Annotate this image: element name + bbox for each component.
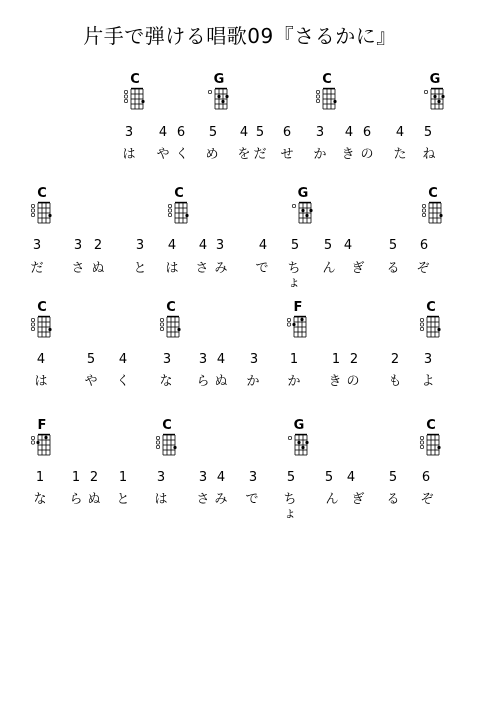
finger-dot bbox=[305, 214, 308, 217]
chord-C bbox=[414, 300, 448, 344]
chord-G bbox=[282, 418, 316, 462]
note-number: 4 bbox=[343, 238, 353, 253]
lyric-syllable: か bbox=[287, 374, 301, 389]
lyric-syllable: か bbox=[246, 374, 260, 389]
chord-name: G bbox=[213, 72, 225, 87]
note-number: 4 bbox=[216, 352, 226, 367]
chord-nut bbox=[294, 316, 306, 318]
note-number: 5 bbox=[290, 238, 300, 253]
open-string-marker bbox=[160, 327, 163, 330]
chord-diagram-icon bbox=[310, 87, 344, 115]
open-string-marker bbox=[160, 318, 163, 321]
lyric-syllable: の bbox=[346, 374, 360, 389]
lyric-syllable: さ bbox=[71, 261, 85, 276]
open-string-marker bbox=[31, 204, 34, 207]
lyric-syllable: で bbox=[255, 261, 269, 276]
chord-nut bbox=[323, 88, 335, 90]
chord-diagram-icon bbox=[154, 315, 188, 343]
note-number: 1 bbox=[71, 470, 81, 485]
lyric-syllable: は bbox=[34, 374, 48, 389]
finger-dot bbox=[437, 446, 440, 449]
chord-nut bbox=[299, 202, 311, 204]
chord-name: G bbox=[293, 418, 305, 433]
chord-nut bbox=[38, 316, 50, 318]
note-number: 5 bbox=[423, 125, 433, 140]
open-string-marker bbox=[420, 445, 423, 448]
lyric-syllable: み bbox=[214, 492, 228, 507]
chord-G bbox=[286, 186, 320, 230]
chord-diagram-icon bbox=[282, 433, 316, 461]
lyric-syllable: や bbox=[156, 147, 170, 162]
chord-name: C bbox=[37, 300, 47, 315]
open-string-marker bbox=[31, 436, 34, 439]
chord-name: F bbox=[293, 300, 303, 315]
chord-name: C bbox=[426, 418, 436, 433]
lyric-syllable: く bbox=[116, 374, 130, 389]
chord-nut bbox=[215, 88, 227, 90]
note-number: 5 bbox=[388, 238, 398, 253]
note-number: 4 bbox=[239, 125, 249, 140]
lyric-syllable: な bbox=[159, 374, 173, 389]
note-number: 4 bbox=[167, 238, 177, 253]
lyric-syllable: ちょ bbox=[283, 492, 297, 521]
note-number: 6 bbox=[176, 125, 186, 140]
lyric-syllable: な bbox=[33, 492, 47, 507]
lyric-syllable: さ bbox=[196, 492, 210, 507]
note-number: 4 bbox=[198, 238, 208, 253]
note-number: 1 bbox=[118, 470, 128, 485]
note-number: 1 bbox=[35, 470, 45, 485]
finger-dot bbox=[333, 100, 336, 103]
finger-dot bbox=[433, 95, 436, 98]
chord-name: C bbox=[426, 300, 436, 315]
note-number: 2 bbox=[349, 352, 359, 367]
note-number: 5 bbox=[323, 238, 333, 253]
chord-diagram-icon bbox=[150, 433, 184, 461]
lyric-syllable: ぬ bbox=[214, 374, 228, 389]
chord-nut bbox=[175, 202, 187, 204]
chord-nut bbox=[131, 88, 143, 90]
finger-dot bbox=[305, 441, 308, 444]
lyric-syllable: は bbox=[122, 147, 136, 162]
open-string-marker bbox=[292, 204, 295, 207]
note-number: 6 bbox=[419, 238, 429, 253]
lyric-syllable: よ bbox=[421, 374, 435, 389]
open-string-marker bbox=[160, 323, 163, 326]
note-number: 6 bbox=[362, 125, 372, 140]
chord-C bbox=[25, 300, 59, 344]
lyric-syllable: く bbox=[175, 147, 189, 162]
lyric-syllable: る bbox=[386, 492, 400, 507]
open-string-marker bbox=[422, 209, 425, 212]
chord-diagram-icon bbox=[25, 433, 59, 461]
page-title: 片手で弾ける唱歌09『さるかに』 bbox=[83, 24, 397, 48]
finger-dot bbox=[439, 214, 442, 217]
lyric-syllable: ぞ bbox=[420, 492, 434, 507]
lyric-syllable: ん bbox=[325, 492, 339, 507]
note-number: 5 bbox=[324, 470, 334, 485]
chord-diagram-icon bbox=[118, 87, 152, 115]
chord-G bbox=[202, 72, 236, 116]
chord-nut bbox=[295, 434, 307, 436]
lyric-syllable: で bbox=[245, 492, 259, 507]
open-string-marker bbox=[31, 441, 34, 444]
open-string-marker bbox=[156, 441, 159, 444]
chord-name: C bbox=[37, 186, 47, 201]
finger-dot bbox=[292, 323, 295, 326]
finger-dot bbox=[48, 328, 51, 331]
lyric-syllable: の bbox=[360, 147, 374, 162]
open-string-marker bbox=[156, 445, 159, 448]
note-number: 3 bbox=[248, 470, 258, 485]
note-number: 4 bbox=[216, 470, 226, 485]
chord-nut bbox=[163, 434, 175, 436]
lyric-syllable: ぎ bbox=[351, 492, 365, 507]
finger-dot bbox=[301, 446, 304, 449]
note-number: 3 bbox=[315, 125, 325, 140]
open-string-marker bbox=[287, 318, 290, 321]
chord-diagram-icon bbox=[416, 201, 450, 229]
chord-G bbox=[418, 72, 452, 116]
lyric-syllable: ね bbox=[422, 147, 436, 162]
lyric-syllable: を bbox=[237, 147, 251, 162]
open-string-marker bbox=[208, 90, 211, 93]
lyric-syllable: ら bbox=[69, 492, 83, 507]
open-string-marker bbox=[316, 90, 319, 93]
chord-C bbox=[416, 186, 450, 230]
note-number: 5 bbox=[286, 470, 296, 485]
lyric-syllable: み bbox=[214, 261, 228, 276]
chord-diagram-icon bbox=[202, 87, 236, 115]
lyric-syllable: ぎ bbox=[351, 261, 365, 276]
note-number: 4 bbox=[346, 470, 356, 485]
lyric-syllable: ぬ bbox=[87, 492, 101, 507]
chord-diagram-icon bbox=[162, 201, 196, 229]
note-number: 3 bbox=[423, 352, 433, 367]
chord-diagram-icon bbox=[286, 201, 320, 229]
chord-nut bbox=[431, 88, 443, 90]
lyric-syllable: は bbox=[154, 492, 168, 507]
lyric-syllable: さ bbox=[195, 261, 209, 276]
open-string-marker bbox=[424, 90, 427, 93]
open-string-marker bbox=[316, 99, 319, 102]
note-number: 4 bbox=[158, 125, 168, 140]
lyric-syllable: か bbox=[313, 147, 327, 162]
chord-C bbox=[162, 186, 196, 230]
finger-dot bbox=[48, 214, 51, 217]
open-string-marker bbox=[31, 209, 34, 212]
chord-diagram-icon bbox=[418, 87, 452, 115]
finger-dot bbox=[441, 95, 444, 98]
lyric-syllable: と bbox=[116, 492, 130, 507]
note-number: 3 bbox=[135, 238, 145, 253]
lyric-syllable: る bbox=[386, 261, 400, 276]
open-string-marker bbox=[316, 95, 319, 98]
lyric-syllable: き bbox=[341, 147, 355, 162]
finger-dot bbox=[36, 441, 39, 444]
chord-name: C bbox=[166, 300, 176, 315]
note-number: 2 bbox=[93, 238, 103, 253]
open-string-marker bbox=[31, 323, 34, 326]
open-string-marker bbox=[124, 90, 127, 93]
note-number: 6 bbox=[282, 125, 292, 140]
note-number: 3 bbox=[156, 470, 166, 485]
open-string-marker bbox=[420, 436, 423, 439]
chord-diagram-icon bbox=[414, 315, 448, 343]
lyric-syllable: ちょ bbox=[287, 261, 301, 290]
lyric-syllable: き bbox=[328, 374, 342, 389]
finger-dot bbox=[217, 95, 220, 98]
chord-name: C bbox=[130, 72, 140, 87]
note-number: 2 bbox=[390, 352, 400, 367]
finger-dot bbox=[221, 100, 224, 103]
lyric-syllable: せ bbox=[280, 147, 294, 162]
chord-diagram-icon bbox=[25, 315, 59, 343]
chord-nut bbox=[167, 316, 179, 318]
note-number: 3 bbox=[73, 238, 83, 253]
chord-diagram-icon bbox=[281, 315, 315, 343]
finger-dot bbox=[297, 441, 300, 444]
lyric-syllable: と bbox=[133, 261, 147, 276]
finger-dot bbox=[301, 209, 304, 212]
note-number: 3 bbox=[32, 238, 42, 253]
chord-name: G bbox=[297, 186, 309, 201]
open-string-marker bbox=[422, 204, 425, 207]
chord-C bbox=[25, 186, 59, 230]
lyric-syllable: は bbox=[165, 261, 179, 276]
chord-name: C bbox=[162, 418, 172, 433]
open-string-marker bbox=[168, 204, 171, 207]
finger-dot bbox=[225, 95, 228, 98]
lyric-syllable: ぬ bbox=[91, 261, 105, 276]
chord-C bbox=[154, 300, 188, 344]
lyric-syllable: ら bbox=[196, 374, 210, 389]
open-string-marker bbox=[31, 318, 34, 321]
open-string-marker bbox=[420, 441, 423, 444]
note-number: 4 bbox=[118, 352, 128, 367]
open-string-marker bbox=[31, 327, 34, 330]
chord-name: C bbox=[322, 72, 332, 87]
chord-nut bbox=[429, 202, 441, 204]
note-number: 3 bbox=[162, 352, 172, 367]
chord-C bbox=[414, 418, 448, 462]
lyric-syllable: ん bbox=[322, 261, 336, 276]
lyric-syllable: だ bbox=[30, 261, 44, 276]
note-number: 1 bbox=[331, 352, 341, 367]
open-string-marker bbox=[31, 213, 34, 216]
finger-dot bbox=[141, 100, 144, 103]
note-number: 3 bbox=[124, 125, 134, 140]
chord-diagram-icon bbox=[414, 433, 448, 461]
note-number: 3 bbox=[198, 470, 208, 485]
note-number: 4 bbox=[258, 238, 268, 253]
open-string-marker bbox=[124, 99, 127, 102]
note-number: 2 bbox=[89, 470, 99, 485]
note-number: 5 bbox=[388, 470, 398, 485]
lyric-syllable: た bbox=[393, 147, 407, 162]
note-number: 5 bbox=[208, 125, 218, 140]
finger-dot bbox=[309, 209, 312, 212]
finger-dot bbox=[437, 100, 440, 103]
finger-dot bbox=[44, 436, 47, 439]
lyric-syllable: だ bbox=[253, 147, 267, 162]
finger-dot bbox=[173, 446, 176, 449]
note-number: 1 bbox=[289, 352, 299, 367]
open-string-marker bbox=[420, 323, 423, 326]
chord-C bbox=[310, 72, 344, 116]
finger-dot bbox=[185, 214, 188, 217]
note-number: 5 bbox=[255, 125, 265, 140]
chord-name: C bbox=[174, 186, 184, 201]
open-string-marker bbox=[420, 327, 423, 330]
chord-F bbox=[25, 418, 59, 462]
chord-diagram-icon bbox=[25, 201, 59, 229]
open-string-marker bbox=[420, 318, 423, 321]
chord-nut bbox=[427, 316, 439, 318]
open-string-marker bbox=[124, 95, 127, 98]
finger-dot bbox=[300, 318, 303, 321]
open-string-marker bbox=[168, 213, 171, 216]
chord-nut bbox=[427, 434, 439, 436]
chord-F bbox=[281, 300, 315, 344]
note-number: 4 bbox=[36, 352, 46, 367]
note-number: 3 bbox=[198, 352, 208, 367]
chord-name: G bbox=[429, 72, 441, 87]
chord-nut bbox=[38, 202, 50, 204]
open-string-marker bbox=[287, 323, 290, 326]
note-number: 4 bbox=[395, 125, 405, 140]
open-string-marker bbox=[156, 436, 159, 439]
open-string-marker bbox=[288, 436, 291, 439]
chord-C bbox=[150, 418, 184, 462]
open-string-marker bbox=[422, 213, 425, 216]
chord-C bbox=[118, 72, 152, 116]
chord-nut bbox=[38, 434, 50, 436]
note-number: 3 bbox=[249, 352, 259, 367]
lyric-syllable: め bbox=[205, 147, 219, 162]
note-number: 4 bbox=[344, 125, 354, 140]
finger-dot bbox=[437, 328, 440, 331]
note-number: 5 bbox=[86, 352, 96, 367]
lyric-syllable: や bbox=[84, 374, 98, 389]
note-number: 6 bbox=[421, 470, 431, 485]
open-string-marker bbox=[168, 209, 171, 212]
finger-dot bbox=[177, 328, 180, 331]
lyric-syllable: ぞ bbox=[416, 261, 430, 276]
lyric-syllable: も bbox=[388, 374, 402, 389]
chord-name: F bbox=[37, 418, 47, 433]
chord-name: C bbox=[428, 186, 438, 201]
note-number: 3 bbox=[215, 238, 225, 253]
